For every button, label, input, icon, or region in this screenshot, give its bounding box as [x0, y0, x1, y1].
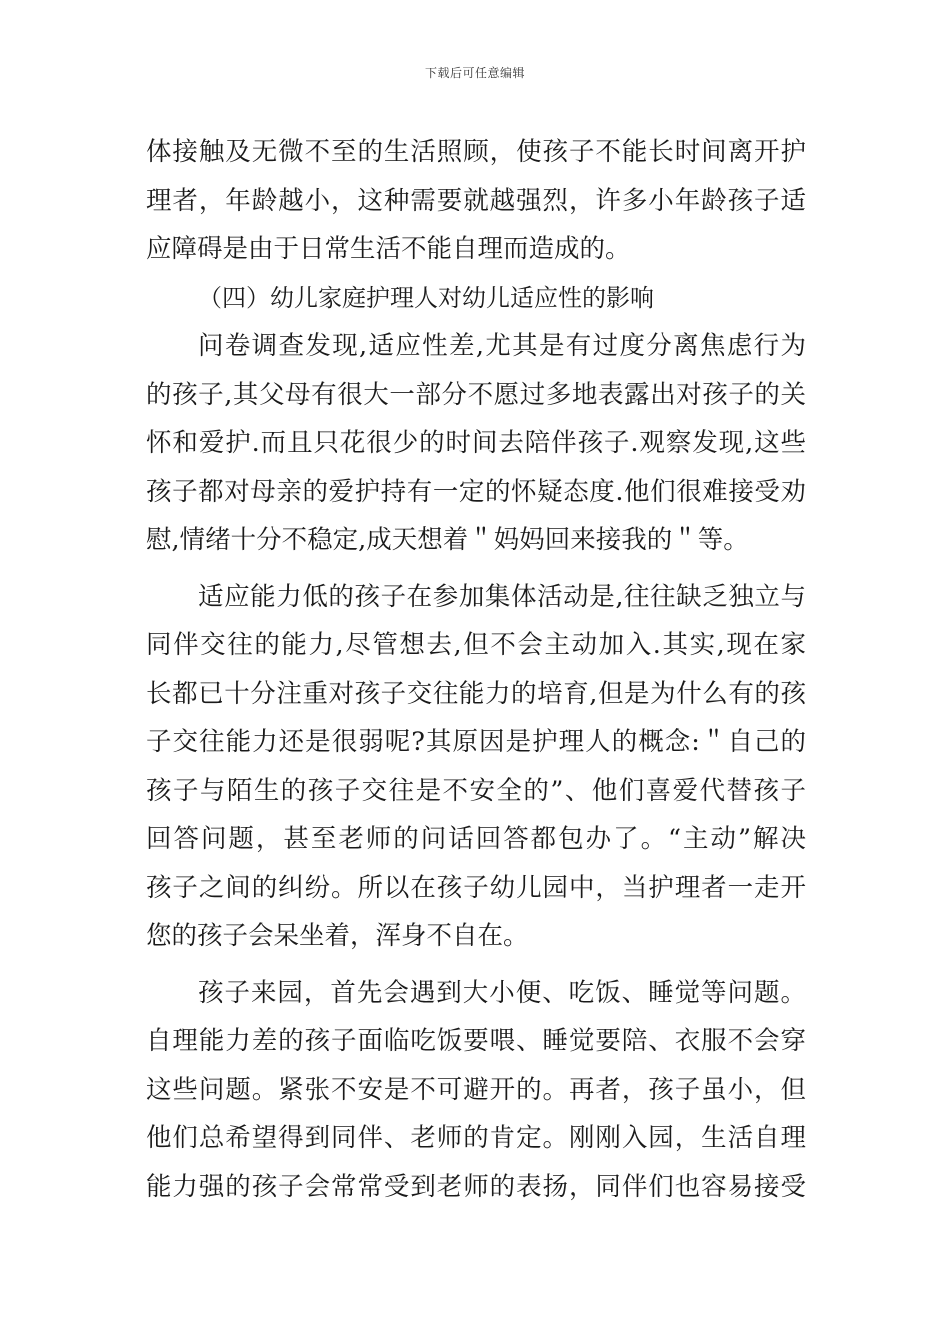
text-line: 体接触及无微不至的生活照顾，使孩子不能长时间离开护: [146, 137, 806, 167]
text-line: 的孩子,其父母有很大一部分不愿过多地表露出对孩子的关: [146, 379, 806, 410]
text-line: 子交往能力还是很弱呢?其原因是护理人的概念:＂自己的: [146, 727, 806, 757]
text-line: 自理能力差的孩子面临吃饭要喂、睡觉要陪、衣服不会穿: [146, 1026, 806, 1056]
text-line: 同伴交往的能力,尽管想去,但不会主动加入.其实,现在家: [146, 630, 806, 660]
text-line: 他们总希望得到同伴、老师的肯定。刚刚入园，生活自理: [146, 1123, 806, 1153]
text-line: 孩子都对母亲的爱护持有一定的怀疑态度.他们很难接受劝: [146, 476, 806, 507]
text-line: 您的孩子会呆坐着，浑身不自在。: [146, 921, 529, 951]
text-line: 长都已十分注重对孩子交往能力的培育,但是为什么有的孩: [146, 678, 806, 709]
text-line: 孩子来园，首先会遇到大小便、吃饭、睡觉等问题。: [198, 977, 806, 1008]
text-line: 适应能力低的孩子在参加集体活动是,往往缺乏独立与: [198, 581, 806, 612]
text-line: 问卷调查发现,适应性差,尤其是有过度分离焦虑行为: [198, 331, 806, 361]
paragraph: [146, 128, 806, 274]
paragraph: [146, 969, 806, 1212]
text-line: 理者，年龄越小，这种需要就越强烈，许多小年龄孩子适: [146, 185, 806, 216]
paragraph: [146, 573, 806, 961]
page-header: 下载后可任意编辑: [424, 66, 525, 80]
text-line: （四）幼儿家庭护理人对幼儿适应性的影响: [198, 283, 654, 312]
text-line: 这些问题。紧张不安是不可避开的。再者，孩子虽小，但: [146, 1074, 806, 1105]
text-line: 应障碍是由于日常生活不能自理而造成的。: [146, 234, 631, 264]
section-heading: [146, 274, 806, 323]
text-line: 怀和爱护.而且只花很少的时间去陪伴孩子.观察发现,这些: [146, 428, 806, 458]
text-line: 能力强的孩子会常常受到老师的表扬，同伴们也容易接受: [146, 1171, 806, 1202]
paragraph-spacer: [146, 565, 806, 573]
paragraph-spacer: [146, 961, 806, 969]
text-line: 回答问题，甚至老师的问话回答都包办了。“主动”解决: [146, 824, 806, 854]
paragraph: [146, 322, 806, 565]
text-line: 慰,情绪十分不稳定,成天想着＂妈妈回来接我的＂等。: [146, 525, 749, 555]
document-body: [146, 128, 806, 1211]
text-line: 孩子与陌生的孩子交往是不安全的”、他们喜爱代替孩子: [146, 775, 806, 806]
text-line: 孩子之间的纠纷。所以在孩子幼儿园中，当护理者一走开: [146, 872, 806, 903]
